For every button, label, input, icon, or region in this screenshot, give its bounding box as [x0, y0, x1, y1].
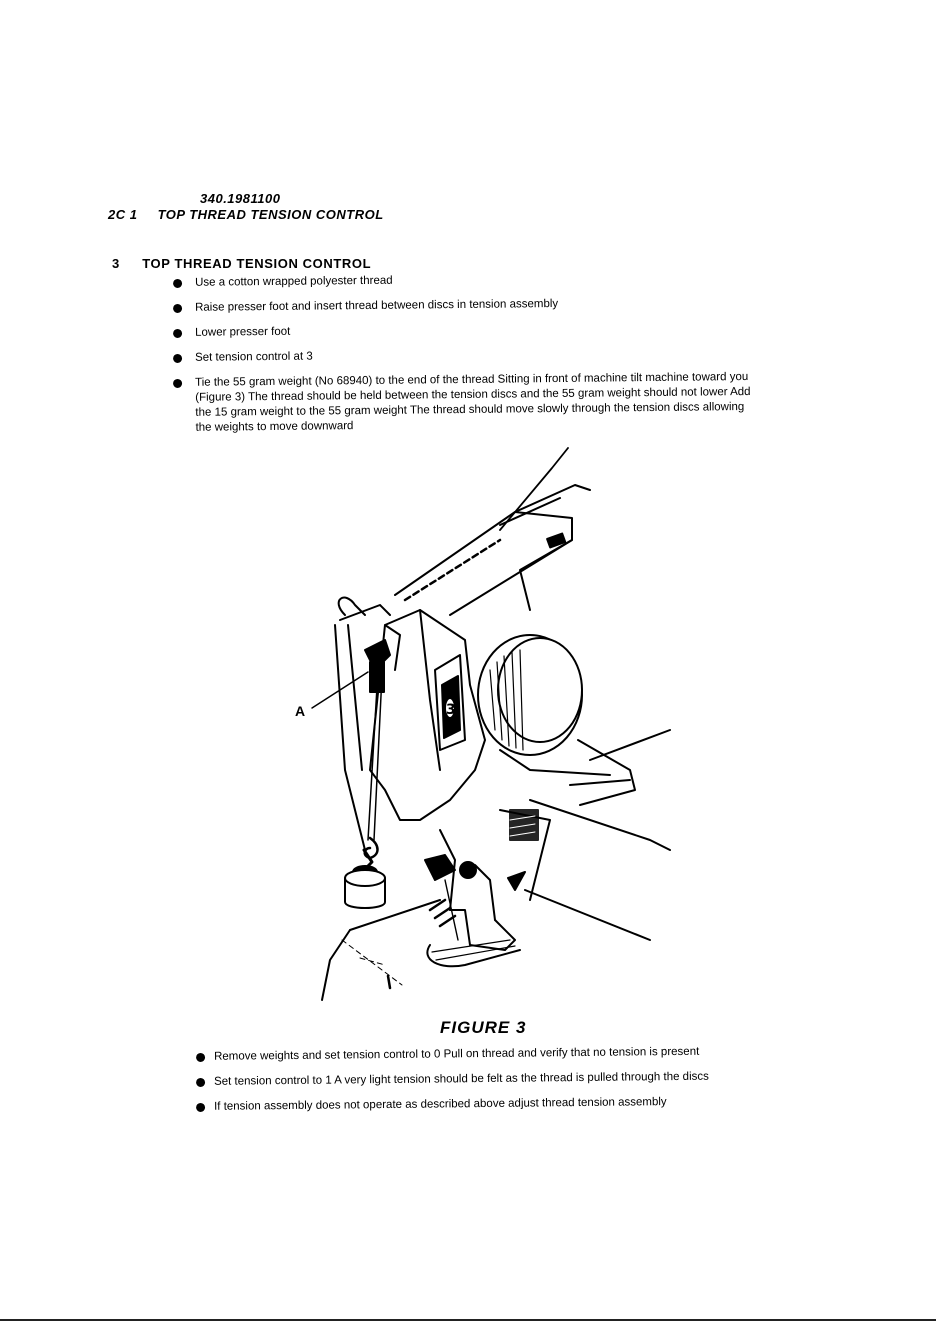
step-item [173, 345, 763, 366]
bullet-icon [173, 354, 182, 363]
bullet-icon [173, 279, 182, 288]
step-text: If tension assembly does not operate as described above adjust thread tension assembly [214, 1096, 667, 1113]
step-item [196, 1044, 796, 1065]
bullet-icon [173, 304, 182, 313]
step-item [196, 1094, 796, 1115]
document-number: 340.1981100 [200, 191, 281, 206]
step-text: Set tension control at 3 [195, 350, 313, 364]
step-text: Set tension control to 1 A very light tension should be felt as the thread is pulled through the discs [214, 1070, 709, 1088]
bullet-icon [196, 1078, 205, 1087]
step-item [173, 370, 764, 436]
section-heading [112, 256, 371, 271]
bullet-icon [173, 329, 182, 338]
step-item [173, 270, 763, 291]
closing-steps [196, 1045, 796, 1125]
step-text: Tie the 55 gram weight (No 68940) to the end of the thread Sitting in front of machine tilt machine toward you (Figure 3) The thread should be held between the tension discs and the 55 gram weight should not lower Add the 15 gram weight to the 55 gram weight The thread should move slowly through the tension discs allowing the weights to move downward [195, 370, 751, 434]
running-head [108, 207, 384, 222]
step-text: Remove weights and set tension control to 0 Pull on thread and verify that no tension is present [214, 1045, 700, 1063]
callout-label-a: A [295, 703, 306, 719]
step-text: Lower presser foot [195, 325, 291, 339]
step-text: Use a cotton wrapped polyester thread [195, 274, 393, 289]
section-title: TOP THREAD TENSION CONTROL [157, 207, 384, 222]
bullet-icon [196, 1053, 205, 1062]
step-item [173, 320, 763, 341]
page-bottom-rule [0, 1319, 936, 1321]
procedure-steps [173, 276, 763, 436]
tension-dial-digit: 3 [446, 702, 456, 718]
figure-caption: FIGURE 3 [440, 1018, 527, 1037]
bullet-icon [196, 1103, 205, 1112]
sewing-machine-illustration [290, 440, 770, 1020]
section-heading-text: TOP THREAD TENSION CONTROL [142, 256, 372, 271]
bullet-icon [173, 379, 182, 388]
step-item [173, 295, 763, 316]
section-reference: 2C 1 [108, 207, 138, 222]
section-number: 3 [112, 256, 120, 271]
step-item [196, 1069, 796, 1090]
step-text: Raise presser foot and insert thread between discs in tension assembly [195, 297, 559, 314]
